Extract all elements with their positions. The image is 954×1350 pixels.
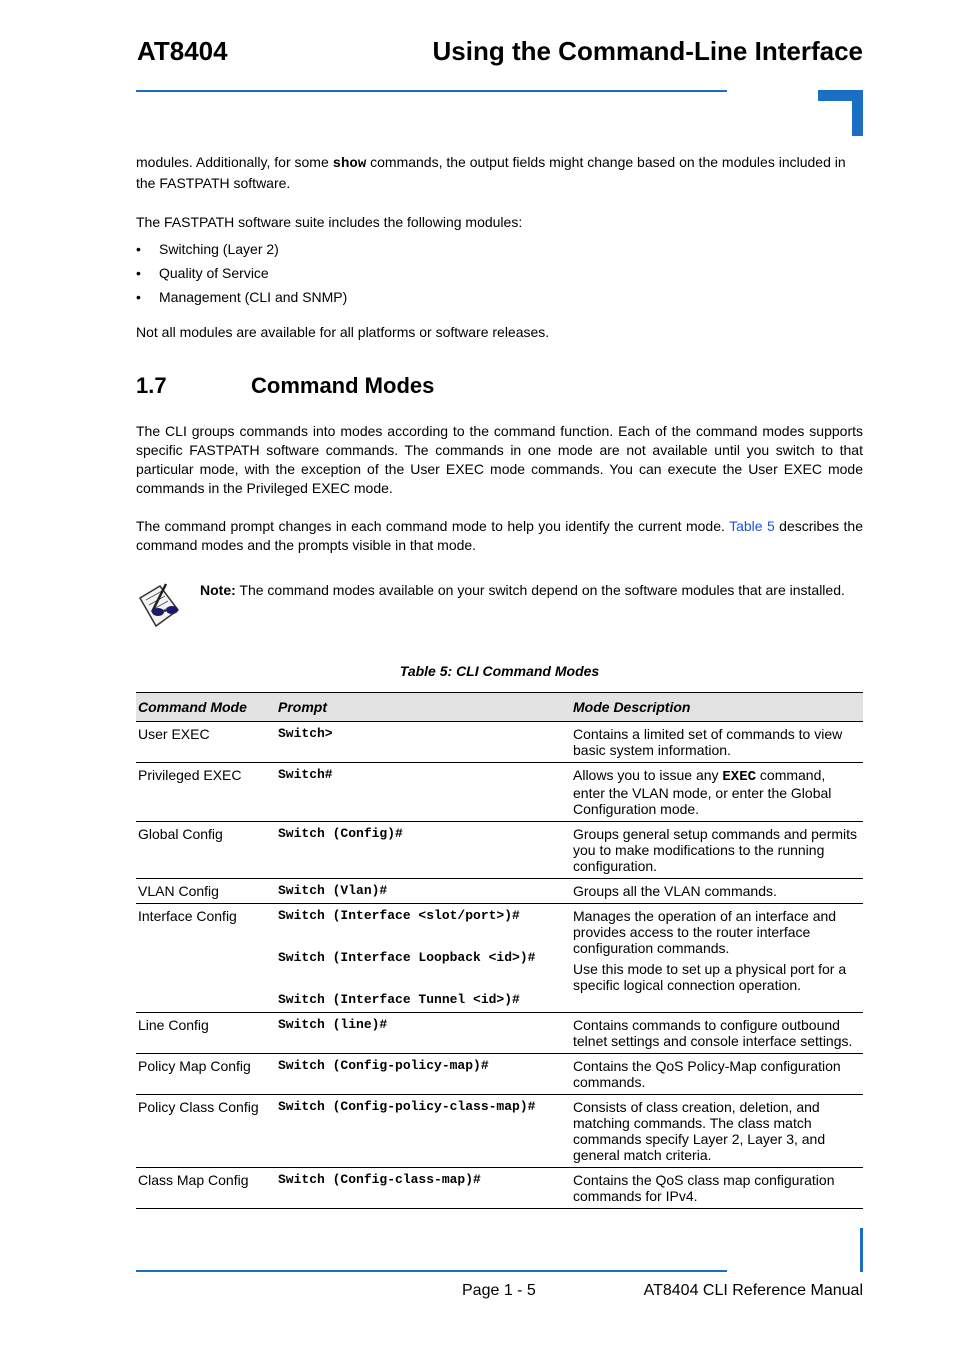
mode-cell: Global Config — [136, 822, 276, 879]
list-item: • Quality of Service — [136, 261, 863, 285]
intro-content — [136, 153, 863, 342]
description-cell: Contains a limited set of commands to view basic system information. — [571, 722, 863, 763]
section-paragraph-1: The CLI groups commands into modes according to the command function. Each of the command modes supports specific FASTPATH software commands. The commands in one mode are not available until you switch to that particular mode, with the exception of the User EXEC mode commands. You can execute the User EXEC mode commands in the Privileged EXEC mode. — [136, 423, 863, 496]
column-header-description: Mode Description — [571, 693, 863, 722]
note-label: Note: — [200, 582, 236, 598]
prompt-cell: Switch (Vlan)# — [276, 879, 571, 904]
mode-cell: VLAN Config — [136, 879, 276, 904]
command-modes-table — [136, 692, 863, 1209]
prompt-cell: Switch (Interface <slot/port>)# Switch (Interface Loopback <id>)# Switch (Interface Tunnel <id>)# — [276, 904, 571, 1013]
footer-rule — [136, 1270, 727, 1272]
list-item: • Management (CLI and SNMP) — [136, 285, 863, 309]
description-cell: Contains commands to configure outbound telnet settings and console interface settings. — [571, 1013, 863, 1054]
description-cell: Allows you to issue any EXEC command, enter the VLAN mode, or enter the Global Configuration mode. — [571, 763, 863, 822]
header-rule — [136, 90, 727, 92]
inline-code-exec: EXEC — [722, 769, 757, 785]
inline-code-show: show — [332, 156, 367, 172]
mode-cell: Privileged EXEC — [136, 763, 276, 822]
corner-mark-top — [818, 90, 863, 136]
table-row — [136, 1168, 863, 1209]
table-row — [136, 1013, 863, 1054]
mode-cell: Policy Class Config — [136, 1095, 276, 1168]
section-title: Command Modes — [251, 373, 435, 398]
module-list — [136, 237, 863, 309]
table-row — [136, 722, 863, 763]
manual-title: AT8404 CLI Reference Manual — [643, 1282, 863, 1299]
intro-paragraph-3: Not all modules are available for all platforms or software releases. — [136, 324, 550, 340]
prompt-cell: Switch# — [276, 763, 571, 822]
section-paragraph-2: The command prompt changes in each command mode to help you identify the current mode. Table 5 describes the command modes and the prompts visible in that mode. — [136, 518, 863, 553]
header-chapter: Using the Command-Line Interface — [432, 36, 863, 66]
prompt-cell: Switch (Config-policy-map)# — [276, 1054, 571, 1095]
list-item: • Switching (Layer 2) — [136, 237, 863, 261]
mode-cell: Class Map Config — [136, 1168, 276, 1209]
section-content — [136, 422, 863, 555]
table-row — [136, 1095, 863, 1168]
note-pad-glasses-icon — [136, 582, 182, 630]
mode-cell: Interface Config — [136, 904, 276, 1013]
table-5-link[interactable]: Table 5 — [729, 518, 775, 534]
prompt-cell: Switch (Config-policy-class-map)# — [276, 1095, 571, 1168]
corner-mark-bottom — [852, 1228, 863, 1272]
mode-cell: Line Config — [136, 1013, 276, 1054]
prompt-cell: Switch (line)# — [276, 1013, 571, 1054]
table-caption: Table 5: CLI Command Modes — [399, 663, 600, 679]
table-row — [136, 879, 863, 904]
description-cell: Contains the QoS class map configuration commands for IPv4. — [571, 1168, 863, 1209]
description-cell: Manages the operation of an interface and provides access to the router interface configuration commands. Use this mode to set up a physical port for a specific logical connection operation. — [571, 904, 863, 1013]
description-cell: Groups all the VLAN commands. — [571, 879, 863, 904]
column-header-prompt: Prompt — [276, 693, 571, 722]
intro-paragraph-1: modules. Additionally, for some show commands, the output fields might change based on the modules included in the FASTPATH software. — [136, 154, 846, 191]
table-row — [136, 822, 863, 879]
prompt-cell: Switch (Config-class-map)# — [276, 1168, 571, 1209]
description-cell: Contains the QoS Policy-Map configuration commands. — [571, 1054, 863, 1095]
table-row — [136, 904, 863, 1013]
table-row — [136, 1054, 863, 1095]
intro-paragraph-2: The FASTPATH software suite includes the following modules: — [136, 214, 523, 230]
note-text: Note: The command modes available on your switch depend on the software modules that are installed. — [200, 582, 845, 598]
mode-cell: User EXEC — [136, 722, 276, 763]
section-number: 1.7 — [136, 373, 167, 398]
mode-cell: Policy Map Config — [136, 1054, 276, 1095]
prompt-cell: Switch (Config)# — [276, 822, 571, 879]
page-number: Page 1 - 5 — [462, 1282, 536, 1299]
table-header-row — [136, 693, 863, 722]
description-cell: Consists of class creation, deletion, and matching commands. The class match commands specify Layer 2, Layer 3, and general match criteria. — [571, 1095, 863, 1168]
column-header-mode: Command Mode — [136, 693, 276, 722]
description-cell: Groups general setup commands and permits you to make modifications to the running configuration. — [571, 822, 863, 879]
prompt-cell: Switch> — [276, 722, 571, 763]
table-row — [136, 763, 863, 822]
header-product: AT8404 — [137, 36, 228, 66]
section-heading — [136, 373, 434, 399]
